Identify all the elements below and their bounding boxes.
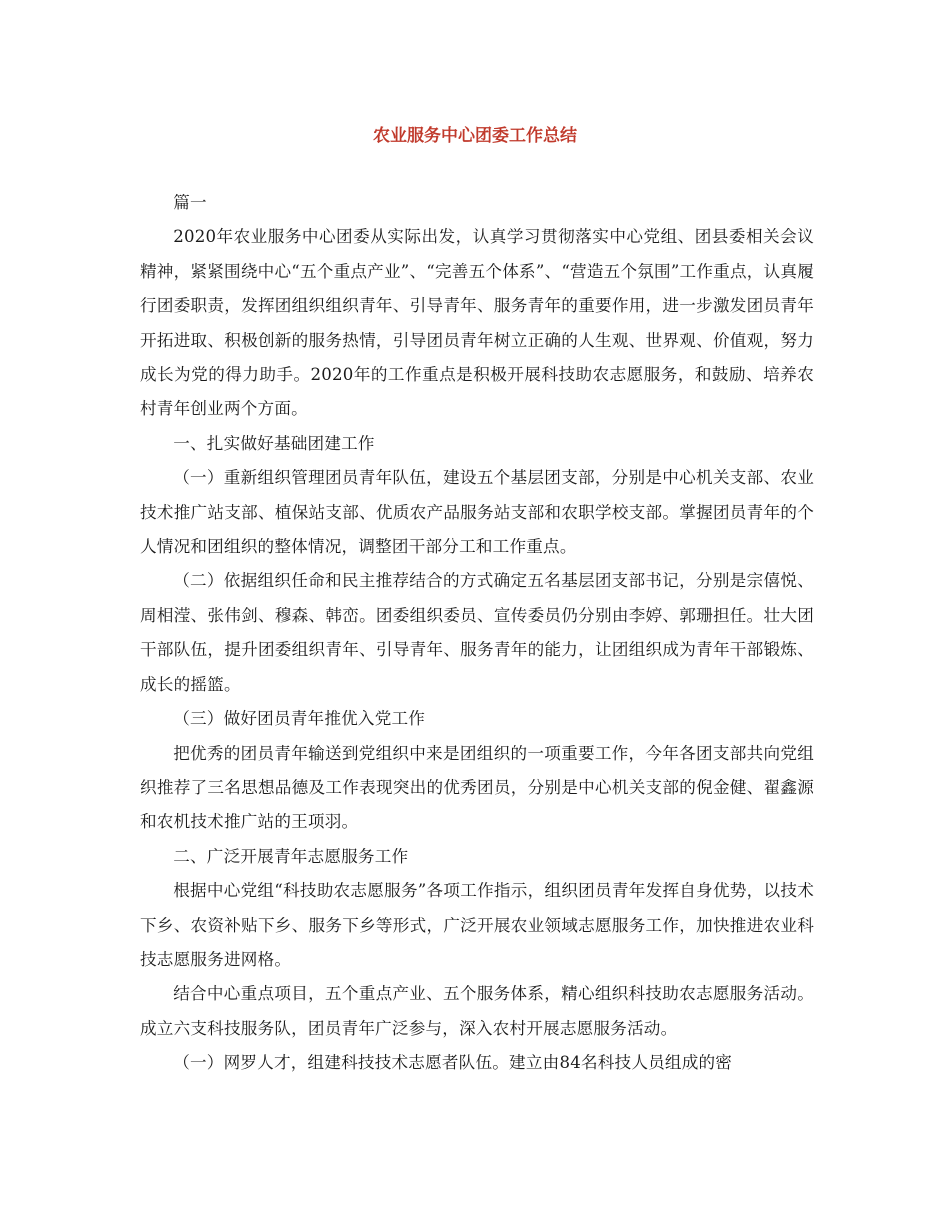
section-heading: 二、广泛开展青年志愿服务工作 [173, 846, 409, 866]
body-paragraph: （二）依据组织任命和民主推荐结合的方式确定五名基层团支部书记，分别是宗僖悦、周相滢、张伟剑、穆森、韩峦。团委组织委员、宣传委员仍分别由李婷、郭珊担任。壮大团干部队伍，提升团委组织青年、引导青年、服务青年的能力，让团组织成为青年干部锻炼、成长的摇篮。 [140, 571, 814, 694]
body-paragraph: （一）网罗人才，组建科技技术志愿者队伍。建立由84名科技人员组成的密 [173, 1053, 733, 1073]
subsection-heading: （三）做好团员青年推优入党工作 [173, 709, 426, 729]
section-label: 篇一 [173, 193, 207, 212]
body-paragraph: （一）重新组织管理团员青年队伍，建设五个基层团支部，分别是中心机关支部、农业技术推广站支部、植保站支部、优质农产品服务站支部和农职学校支部。掌握团员青年的个人情况和团组织的整体情况，调整团干部分工和工作重点。 [140, 468, 814, 557]
document-body [140, 186, 814, 1081]
body-paragraph: 根据中心党组“科技助农志愿服务”各项工作指示，组织团员青年发挥自身优势，以技术下乡、农资补贴下乡、服务下乡等形式，广泛开展农业领域志愿服务工作，加快推进农业科技志愿服务进网格。 [140, 881, 814, 969]
document-title: 农业服务中心团委工作总结 [373, 126, 577, 146]
body-paragraph: 把优秀的团员青年输送到党组织中来是团组织的一项重要工作，今年各团支部共向党组织推荐了三名思想品德及工作表现突出的优秀团员，分别是中心机关支部的倪金健、翟鑫源和农机技术推广站的王项羽。 [140, 743, 814, 832]
body-paragraph: 2020年农业服务中心团委从实际出发，认真学习贯彻落实中心党组、团县委相关会议精神，紧紧围绕中心“五个重点产业”、“完善五个体系”、“营造五个氛围”工作重点，认真履行团委职责，发挥团组织组织青年、引导青年、服务青年的重要作用，进一步激发团员青年开拓进取、积极创新的服务热情，引导团员青年树立正确的人生观、世界观、价值观，努力成长为党的得力助手。2020年的工作重点是积极开展科技助农志愿服务，和鼓励、培养农村青年创业两个方面。 [140, 227, 814, 419]
section-heading: 一、扎实做好基础团建工作 [173, 433, 375, 453]
body-paragraph: 结合中心重点项目，五个重点产业、五个服务体系，精心组织科技助农志愿服务活动。成立六支科技服务队，团员青年广泛参与，深入农村开展志愿服务活动。 [140, 984, 814, 1038]
